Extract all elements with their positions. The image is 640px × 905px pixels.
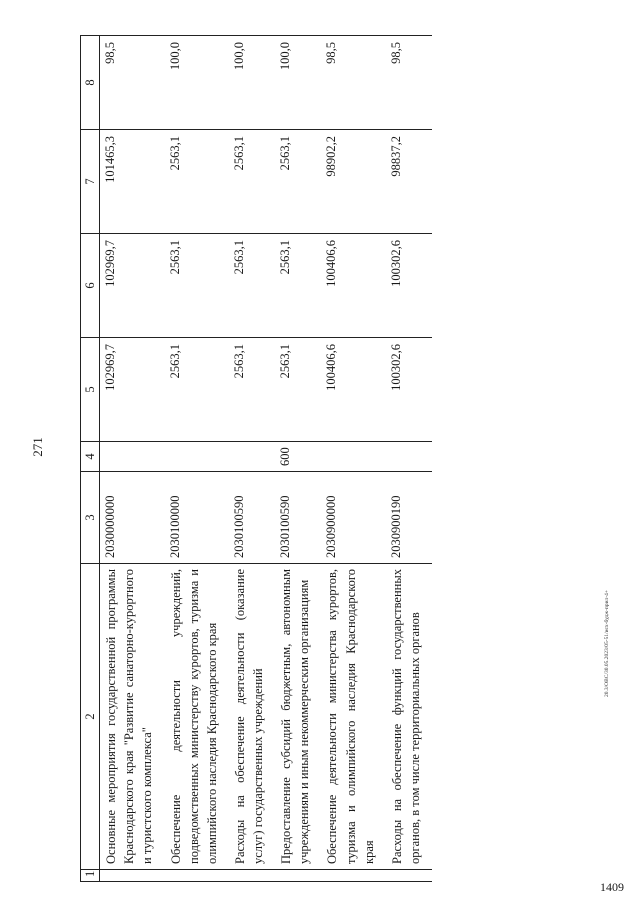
row-value-cell: 102969,7 [100, 338, 165, 442]
corner-page-number: 1409 [600, 880, 624, 894]
row-type-cell [321, 442, 385, 472]
row-percent-cell: 100,0 [229, 36, 275, 130]
row-code-cell: 2030900190 [386, 472, 432, 564]
row-value-cell: 100302,6 [386, 338, 432, 442]
budget-table [80, 35, 432, 882]
row-code-cell: 2030000000 [100, 472, 165, 564]
row-value-cell: 2563,1 [165, 130, 229, 234]
row-index-cell [321, 870, 385, 882]
row-value-cell: 2563,1 [165, 338, 229, 442]
header-row [81, 36, 100, 882]
row-name-cell: Расходы на обеспечение деятельности (оказание услуг) государственных учреждений [229, 564, 275, 870]
row-code-cell: 2030100590 [275, 472, 321, 564]
row-value-cell: 2563,1 [229, 130, 275, 234]
row-value-cell: 2563,1 [275, 234, 321, 338]
row-value-cell: 98837,2 [386, 130, 432, 234]
row-name-cell: Обеспечение деятельности учреждений, подведомственных министерству курортов, туризма и олимпийского наследия Краснодарского края [165, 564, 229, 870]
side-reference-text: 20.3/ОВС/30.05.2023/05-51/исх-будж-прил-4+ [604, 590, 610, 698]
header-cell: 1 [81, 870, 100, 882]
row-name-cell: Основные мероприятия государственной программы Краснодарского края "Развитие санаторно-курортного и туристского комплекса" [100, 564, 165, 870]
row-index-cell [386, 870, 432, 882]
table-row [165, 36, 229, 882]
row-value-cell: 2563,1 [275, 338, 321, 442]
row-code-cell: 2030100000 [165, 472, 229, 564]
row-value-cell: 100406,6 [321, 338, 385, 442]
row-type-cell [229, 442, 275, 472]
header-cell: 2 [81, 564, 100, 870]
table-row [100, 36, 165, 882]
row-index-cell [229, 870, 275, 882]
row-percent-cell: 98,5 [321, 36, 385, 130]
table-row [386, 36, 432, 882]
row-percent-cell: 100,0 [275, 36, 321, 130]
row-name-cell: Расходы на обеспечение функций государственных органов, в том числе территориальных органов [386, 564, 432, 870]
row-type-cell [165, 442, 229, 472]
header-cell: 3 [81, 472, 100, 564]
row-value-cell: 100302,6 [386, 234, 432, 338]
header-cell: 6 [81, 234, 100, 338]
row-code-cell: 2030100590 [229, 472, 275, 564]
row-value-cell: 98902,2 [321, 130, 385, 234]
table-row [321, 36, 385, 882]
row-type-cell [386, 442, 432, 472]
row-index-cell [165, 870, 229, 882]
row-value-cell: 2563,1 [275, 130, 321, 234]
row-name-cell: Обеспечение деятельности министерства курортов, туризма и олимпийского наследия Краснодарского края [321, 564, 385, 870]
table-row [229, 36, 275, 882]
row-index-cell [275, 870, 321, 882]
row-value-cell: 2563,1 [229, 234, 275, 338]
row-type-cell [100, 442, 165, 472]
row-type-cell: 600 [275, 442, 321, 472]
row-index-cell [100, 870, 165, 882]
row-value-cell: 100406,6 [321, 234, 385, 338]
table-row [275, 36, 321, 882]
row-value-cell: 101465,3 [100, 130, 165, 234]
row-percent-cell: 100,0 [165, 36, 229, 130]
row-code-cell: 2030900000 [321, 472, 385, 564]
page-number: 271 [30, 437, 45, 457]
row-percent-cell: 98,5 [100, 36, 165, 130]
row-name-cell: Предоставление субсидий бюджетным, автономным учреждениям и иным некоммерческим организациям [275, 564, 321, 870]
header-cell: 4 [81, 442, 100, 472]
row-value-cell: 102969,7 [100, 234, 165, 338]
row-percent-cell: 98,5 [386, 36, 432, 130]
row-value-cell: 2563,1 [229, 338, 275, 442]
header-cell: 7 [81, 130, 100, 234]
rotated-sheet [22, 12, 552, 882]
header-cell: 5 [81, 338, 100, 442]
row-value-cell: 2563,1 [165, 234, 229, 338]
header-cell: 8 [81, 36, 100, 130]
